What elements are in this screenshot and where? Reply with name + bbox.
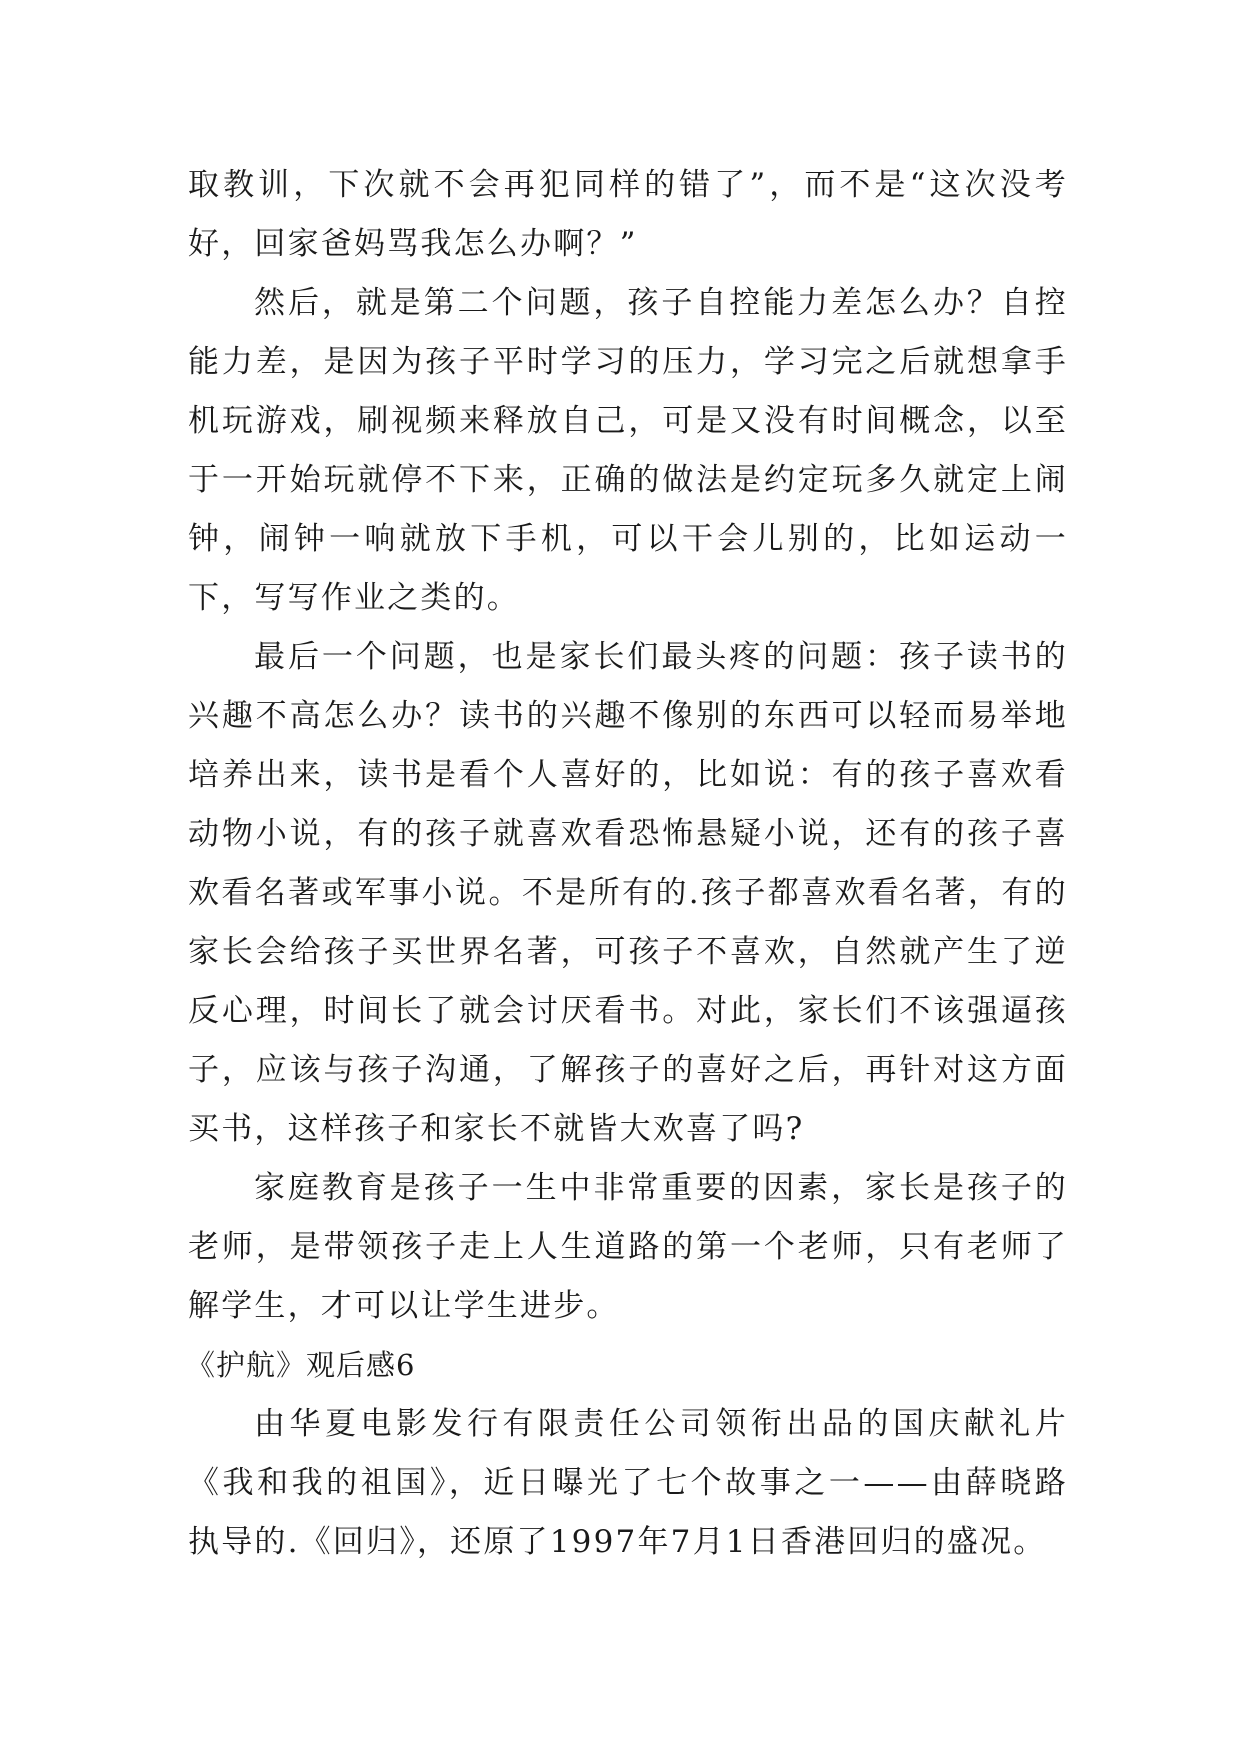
paragraph-continuation: 取教训，下次就不会再犯同样的错了”，而不是“这次没考好，回家爸妈骂我怎么办啊？”	[188, 167, 1068, 262]
section-title: 《护航》观后感6	[186, 1348, 416, 1382]
paragraph-section-intro: 由华夏电影发行有限责任公司领衔出品的国庆献礼片《我和我的祖国》，近日曝光了七个故事之一——由薛晓路执导的.《回归》，还原了1997年7月1日香港回归的盛况。	[188, 1406, 1068, 1560]
paragraph-reading-interest: 最后一个问题，也是家长们最头疼的问题：孩子读书的兴趣不高怎么办？读书的兴趣不像别的东西可以轻而易举地培养出来，读书是看个人喜好的，比如说：有的孩子喜欢看动物小说，有的孩子就喜欢看恐怖悬疑小说，还有的孩子喜欢看名著或军事小说。不是所有的.孩子都喜欢看名著，有的家长会给孩子买世界名著，可孩子不喜欢，自然就产生了逆反心理，时间长了就会讨厌看书。对此，家长们不该强逼孩子，应该与孩子沟通，了解孩子的喜好之后，再针对这方面买书，这样孩子和家长不就皆大欢喜了吗?	[188, 639, 1068, 1147]
document-body	[188, 156, 1068, 1572]
paragraph-self-control: 然后，就是第二个问题，孩子自控能力差怎么办？自控能力差，是因为孩子平时学习的压力，学习完之后就想拿手机玩游戏，刷视频来释放自己，可是又没有时间概念，以至于一开始玩就停不下来，正确的做法是约定玩多久就定上闹钟，闹钟一响就放下手机，可以干会儿别的，比如运动一下，写写作业之类的。	[188, 285, 1068, 616]
paragraph-family-education: 家庭教育是孩子一生中非常重要的因素，家长是孩子的老师，是带领孩子走上人生道路的第一个老师，只有老师了解学生，才可以让学生进步。	[188, 1170, 1068, 1324]
